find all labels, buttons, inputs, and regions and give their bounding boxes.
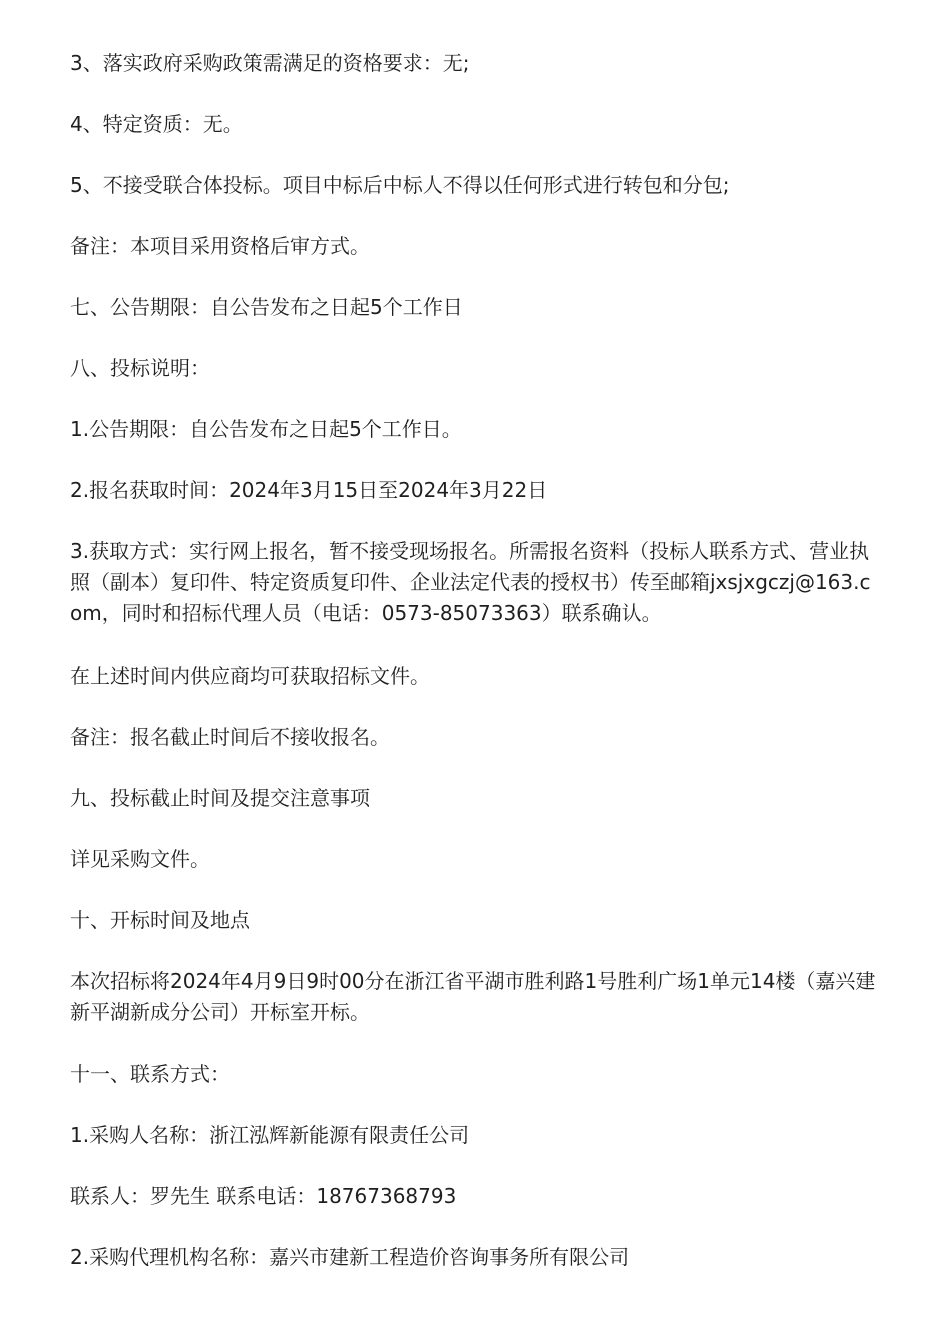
paragraph-acquisition-method: 3.获取方式：实行网上报名，暂不接受现场报名。所需报名资料（投标人联系方式、营业执照（副本）复印件、特定资质复印件、企业法定代表的授权书）传至邮箱jxsjxgczj@163.com，同时和招标代理人员（电话：0573-85073363）联系确认。 (70, 539, 871, 625)
paragraph-see-documents: 详见采购文件。 (70, 847, 210, 871)
paragraph-qualification-policy: 3、落实政府采购政策需满足的资格要求：无; (70, 51, 470, 75)
paragraph-announcement-period: 1.公告期限：自公告发布之日起5个工作日。 (70, 417, 462, 441)
paragraph-obtain-documents: 在上述时间内供应商均可获取招标文件。 (70, 664, 430, 688)
heading-contact-info: 十一、联系方式： (70, 1062, 230, 1086)
paragraph-purchaser-name: 1.采购人名称：浙江泓辉新能源有限责任公司 (70, 1123, 470, 1147)
paragraph-opening-details: 本次招标将2024年4月9日9时00分在浙江省平湖市胜利路1号胜利广场1单元14楼（嘉兴建新平湖新成分公司）开标室开标。 (70, 969, 876, 1024)
paragraph-no-consortium: 5、不接受联合体投标。项目中标后中标人不得以任何形式进行转包和分包; (70, 173, 730, 197)
paragraph-special-qualification: 4、特定资质：无。 (70, 112, 243, 136)
heading-bid-deadline: 九、投标截止时间及提交注意事项 (70, 786, 370, 810)
paragraph-note-deadline: 备注：报名截止时间后不接收报名。 (70, 725, 390, 749)
paragraph-registration-time: 2.报名获取时间：2024年3月15日至2024年3月22日 (70, 478, 548, 502)
paragraph-purchaser-contact: 联系人：罗先生 联系电话：18767368793 (70, 1184, 457, 1208)
heading-opening-time-place: 十、开标时间及地点 (70, 908, 250, 932)
heading-announcement-period: 七、公告期限：自公告发布之日起5个工作日 (70, 295, 463, 319)
paragraph-agency-name: 2.采购代理机构名称：嘉兴市建新工程造价咨询事务所有限公司 (70, 1245, 630, 1269)
paragraph-note-post-review: 备注：本项目采用资格后审方式。 (70, 234, 370, 258)
heading-bid-instructions: 八、投标说明： (70, 356, 210, 380)
